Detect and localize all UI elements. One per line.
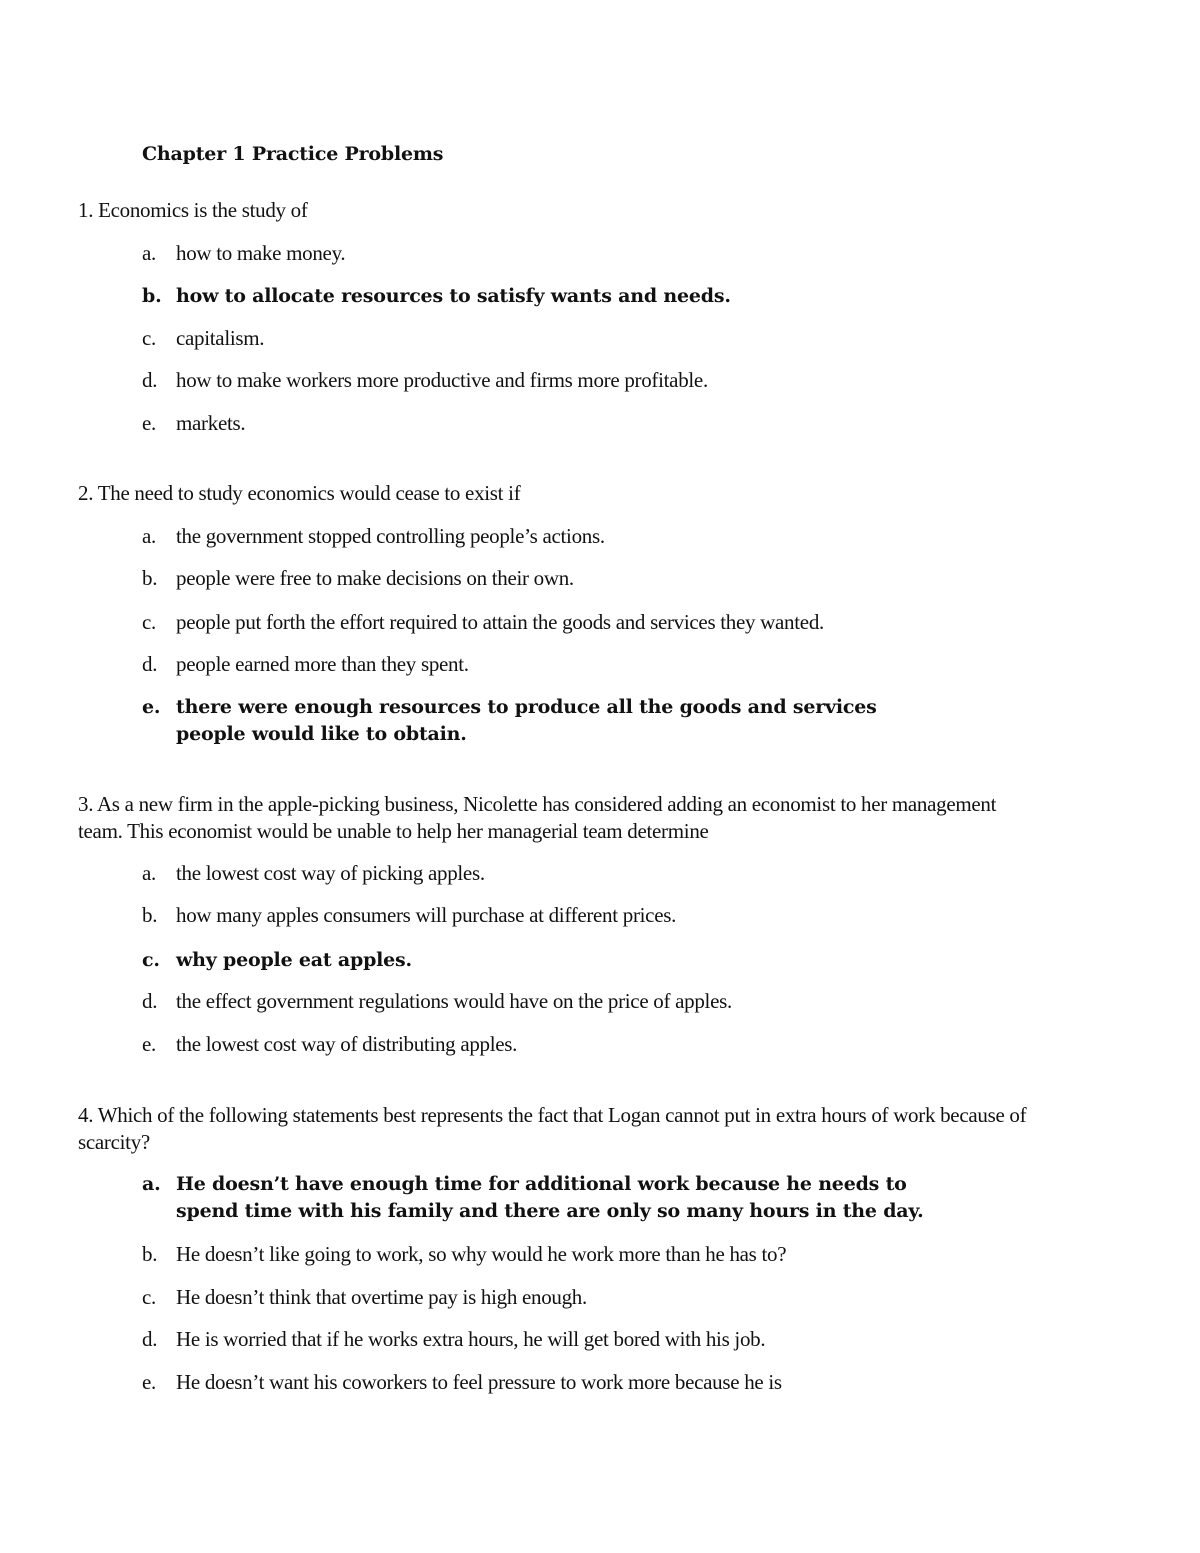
page-title: Chapter 1 Practice Problems (142, 143, 444, 165)
option-text: how to make workers more productive and firms more profitable. (176, 368, 708, 392)
question-3-option-b (142, 902, 962, 929)
question-3-option-e (142, 1031, 962, 1058)
option-letter: b. (142, 1242, 158, 1266)
option-text: He doesn’t like going to work, so why would he work more than he has to? (176, 1242, 787, 1266)
option-text: the lowest cost way of picking apples. (176, 861, 485, 885)
question-4-stem: 4. Which of the following statements best represents the fact that Logan cannot put in extra hours of work because of scarcity? (78, 1103, 1027, 1154)
option-letter: e. (142, 696, 161, 718)
question-1-option-b-correct (142, 283, 962, 310)
option-text: He is worried that if he works extra hours, he will get bored with his job. (176, 1327, 766, 1351)
option-text: the effect government regulations would have on the price of apples. (176, 989, 732, 1013)
option-text: He doesn’t think that overtime pay is high enough. (176, 1285, 587, 1309)
question-1-option-e (142, 410, 962, 437)
option-letter: b. (142, 903, 158, 927)
option-letter: c. (142, 326, 156, 350)
option-letter: c. (142, 1285, 156, 1309)
question-4-option-c (142, 1284, 962, 1311)
option-text: the lowest cost way of distributing apples. (176, 1032, 518, 1056)
question-4-option-b (142, 1241, 962, 1268)
option-letter: b. (142, 566, 158, 590)
option-text: how many apples consumers will purchase at different prices. (176, 903, 677, 927)
question-3-option-a (142, 860, 962, 887)
option-letter: e. (142, 1032, 156, 1056)
option-text: how to allocate resources to satisfy wants and needs. (176, 285, 731, 307)
option-letter: d. (142, 368, 158, 392)
option-letter: e. (142, 411, 156, 435)
question-2-option-a (142, 523, 962, 550)
question-4-option-d (142, 1326, 962, 1353)
option-text: people put forth the effort required to attain the goods and services they wanted. (176, 610, 824, 634)
question-2-option-c (142, 609, 962, 636)
question-2-option-d (142, 651, 962, 678)
option-text: the government stopped controlling people’s actions. (176, 524, 605, 548)
option-letter: a. (142, 524, 156, 548)
option-text: He doesn’t have enough time for additional work because he needs to spend time with his family and there are only so many hours in the day. (176, 1173, 924, 1222)
option-letter: a. (142, 241, 156, 265)
option-letter: c. (142, 949, 160, 971)
option-letter: a. (142, 1173, 161, 1195)
question-2-option-e-correct (142, 694, 932, 748)
question-3-option-d (142, 988, 962, 1015)
option-letter: d. (142, 652, 158, 676)
option-text: markets. (176, 411, 246, 435)
option-text: there were enough resources to produce all the goods and services people would like to obtain. (176, 696, 877, 745)
option-letter: a. (142, 861, 156, 885)
question-1-option-d (142, 367, 962, 394)
question-1-option-c (142, 325, 962, 352)
option-text: He doesn’t want his coworkers to feel pressure to work more because he is (176, 1370, 782, 1394)
option-letter: e. (142, 1370, 156, 1394)
question-1-stem: 1. Economics is the study of (78, 198, 308, 222)
option-text: people were free to make decisions on their own. (176, 566, 574, 590)
option-letter: c. (142, 610, 156, 634)
option-text: people earned more than they spent. (176, 652, 469, 676)
option-text: capitalism. (176, 326, 265, 350)
question-1-option-a (142, 240, 962, 267)
question-3-stem: 3. As a new firm in the apple-picking business, Nicolette has considered adding an economist to her management team. This economist would be unable to help her managerial team determine (78, 792, 997, 843)
option-letter: d. (142, 1327, 158, 1351)
option-text: why people eat apples. (176, 949, 412, 971)
question-3-option-c-correct (142, 947, 962, 974)
option-text: how to make money. (176, 241, 346, 265)
question-4-option-a-correct (142, 1171, 962, 1225)
option-letter: b. (142, 285, 162, 307)
question-2-stem: 2. The need to study economics would cease to exist if (78, 481, 521, 505)
option-letter: d. (142, 989, 158, 1013)
question-2-option-b (142, 565, 962, 592)
question-4-option-e (142, 1369, 962, 1396)
